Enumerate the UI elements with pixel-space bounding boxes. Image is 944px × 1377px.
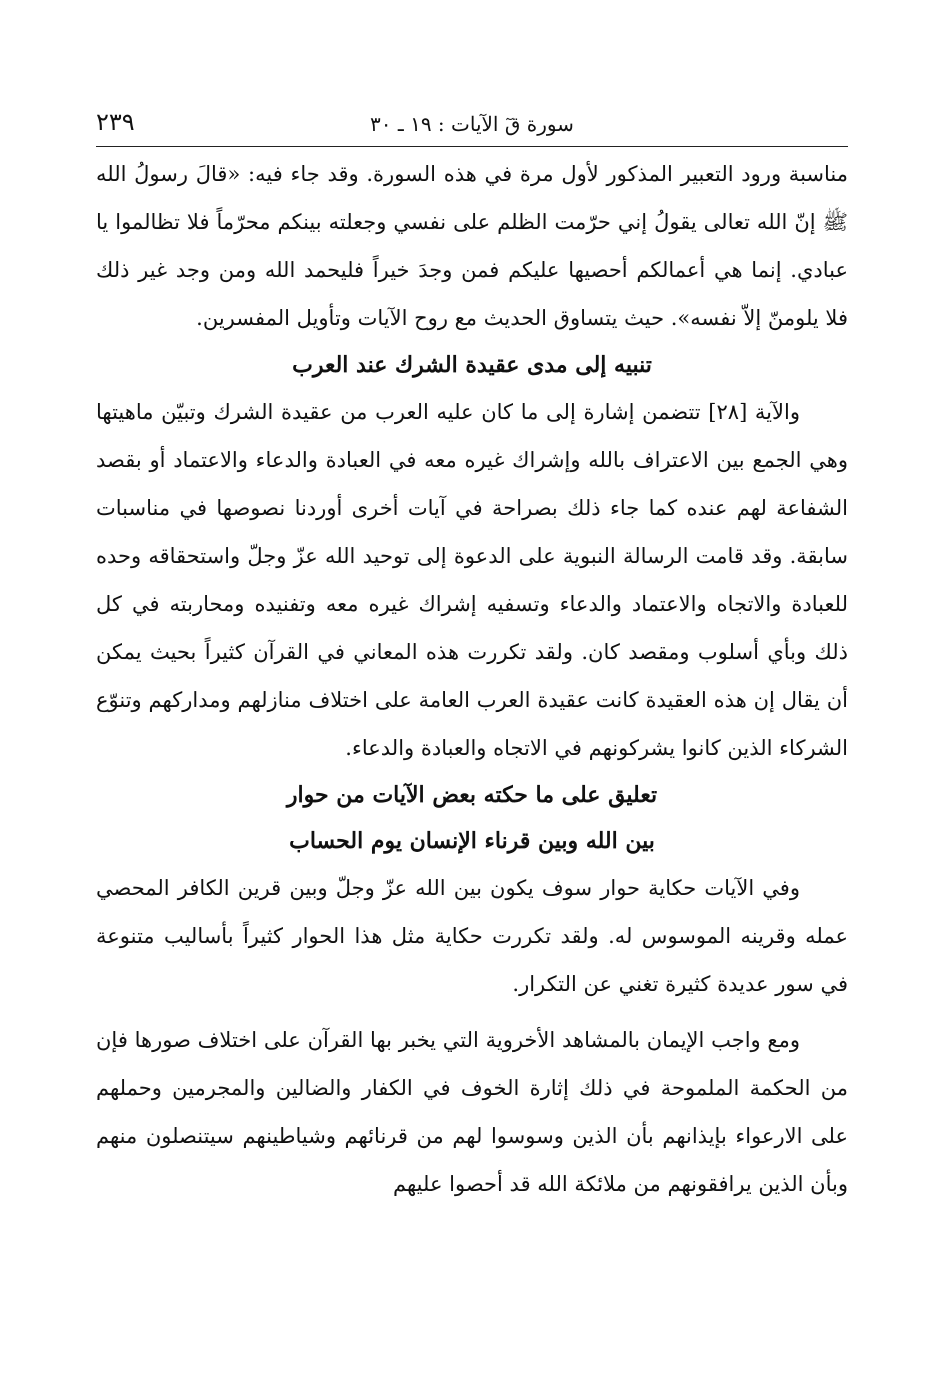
paragraph-1: مناسبة ورود التعبير المذكور لأول مرة في هذه السورة. وقد جاء فيه: «قالَ رسولُ الله ﷺ إنّ الله تعالى يقولُ إني حرّمت الظلم على نفسي وجعلته بينكم محرّماً فلا تظالموا يا عبادي. إنما هي أعمالكم أحصيها عليكم فمن وجدَ خيراً فليحمد الله ومن وجد غير ذلك فلا يلومنّ إلاّ نفسه». حيث يتساوق الحديث مع روح الآيات وتأويل المفسرين. <box>96 162 848 330</box>
paragraph-3: وفي الآيات حكاية حوار سوف يكون بين الله عزّ وجلّ وبين قرين الكافر المحصي عمله وقرينه الموسوس له. ولقد تكررت حكاية مثل هذا الحوار كثيراً بأساليب متنوعة في سور عديدة كثيرة تغني عن التكرار. <box>96 876 848 996</box>
running-header <box>96 108 848 144</box>
header-rule <box>96 146 848 147</box>
section-heading-dialogue-line-2: بين الله وبين قرناء الإنسان يوم الحساب <box>289 828 655 854</box>
page-body <box>96 150 848 1208</box>
running-title: سورة قٓ الآيات : ١٩ ـ ٣٠ <box>370 112 574 136</box>
paragraph-gap <box>96 1008 848 1016</box>
page-number: ٢٣٩ <box>96 108 135 136</box>
paragraph-2: والآية [٢٨] تتضمن إشارة إلى ما كان عليه العرب من عقيدة الشرك وتبيّن ماهيتها وهي الجمع بين الاعتراف بالله وإشراك غيره معه في العبادة والدعاء والاعتماد أو بقصد الشفاعة لهم عنده كما جاء ذلك بصراحة في آيات أخرى أوردنا نصوصها في مناسبات سابقة. وقد قامت الرسالة النبوية على الدعوة إلى توحيد الله عزّ وجلّ واستحقاقه وحده للعبادة والاتجاه والاعتماد والدعاء وتسفيه إشراك غيره معه وتفنيده ومحاربته في كل ذلك وبأي أسلوب ومقصد كان. ولقد تكررت هذه المعاني في القرآن كثيراً بحيث يمكن أن يقال إن هذه العقيدة كانت عقيدة العرب العامة على اختلاف منازلهم ومداركهم وتنوّع الشركاء الذين كانوا يشركونهم في الاتجاه والعبادة والدعاء. <box>96 400 848 760</box>
section-heading-dialogue <box>96 772 848 864</box>
section-heading-dialogue-line-1: تعليق على ما حكته بعض الآيات من حوار <box>286 782 658 808</box>
section-heading-shirk: تنبيه إلى مدى عقيدة الشرك عند العرب <box>292 352 652 378</box>
paragraph-4: ومع واجب الإيمان بالمشاهد الأخروية التي يخبر بها القرآن على اختلاف صورها فإن من الحكمة الملموحة في ذلك إثارة الخوف في الكفار والضالين والمجرمين وحملهم على الارعواء بإيذانهم بأن الذين وسوسوا لهم من قرنائهم وشياطينهم سيتنصلون منهم وبأن الذين يرافقونهم من ملائكة الله قد أحصوا عليهم <box>96 1028 848 1196</box>
